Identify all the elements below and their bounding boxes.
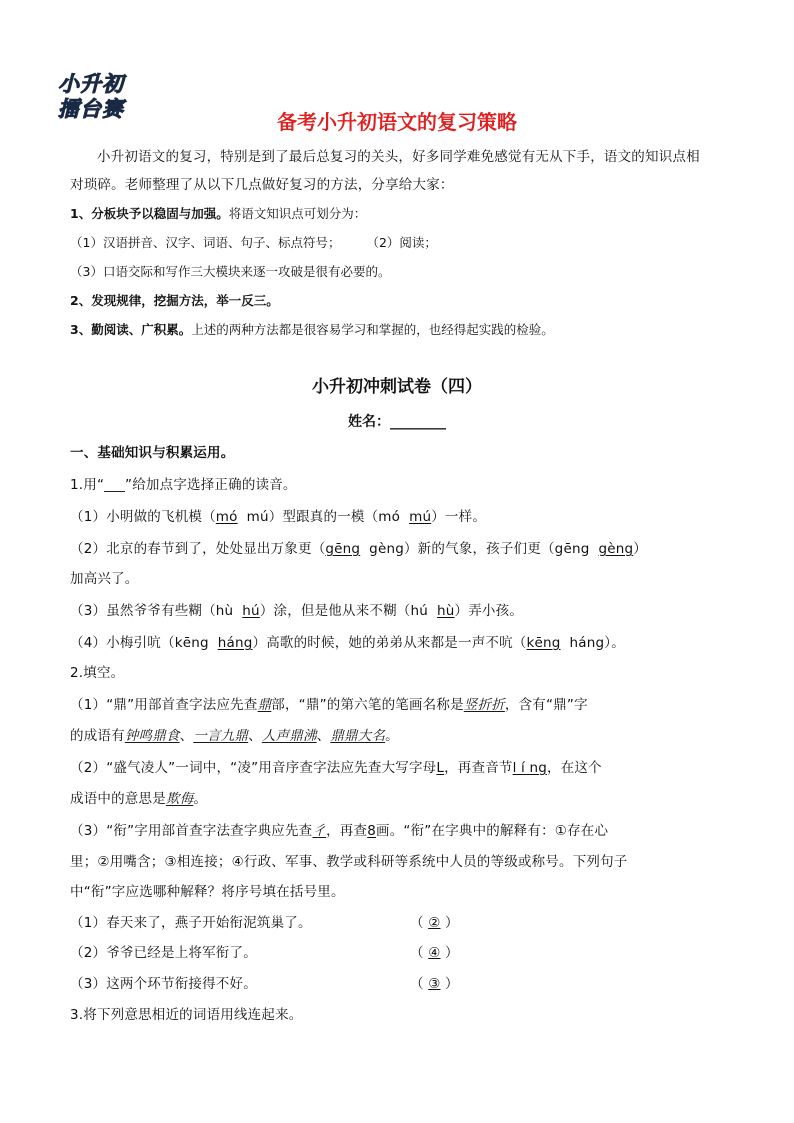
q1-line-2: [70, 537, 647, 557]
q1-l2-a: （2）北京的春节到了，处处显出万象更（: [70, 541, 326, 557]
q2-rp-1: ）: [440, 915, 459, 931]
q2-sentence-3: （3）这两个环节衔接得不好。: [70, 976, 257, 992]
strategy-sub-1: [70, 233, 437, 251]
q2-sentence-2: （2）爷爷已经是上将军衔了。: [70, 945, 257, 961]
q1-l1-b: ）型跟真的一模（mó: [268, 509, 410, 525]
q1-l3-b: ）涂，但是他从来不糊（hú: [259, 603, 438, 619]
name-label: 姓名：: [348, 414, 390, 430]
q2-answer-2-box: [410, 941, 459, 961]
q2-answer-1-box: [410, 911, 459, 931]
q2-part-3-line-2: 里；②用嘴含；③相连接；④行政、军事、教学或科研等系统中人员的等级或称号。下列句子: [70, 854, 628, 870]
logo-line-2: 擂台赛: [58, 97, 124, 121]
q2-part-1-line-2: [70, 724, 399, 744]
q2-p1-answer-stroke: 竖折折: [463, 697, 505, 713]
q1-l2-option-1[interactable]: gēng: [325, 541, 361, 557]
q1-l3-c: ）弄小孩。: [454, 603, 524, 619]
q2-p2-answer-syllable: l í ng: [512, 760, 548, 776]
q2-stem: 2.填空。: [70, 665, 125, 681]
q1-l2-b: gèng）新的气象，孩子们更（gēng: [360, 541, 599, 557]
q1-l4-a: （4）小梅引吭（kēng: [70, 635, 218, 651]
q2-p3-a: （3）“衔”字用部首查字法查字典应先查: [70, 823, 313, 839]
q2-sentence-1: （1）春天来了，燕子开始衔泥筑巢了。: [70, 915, 312, 931]
q1-l1-option-1[interactable]: mó: [215, 509, 238, 525]
q2-p2-end: 。: [193, 791, 208, 807]
q2-p1-idiom-3: 人声鼎沸: [261, 728, 317, 744]
q2-answer-1[interactable]: ②: [428, 915, 441, 931]
q2-answer-3-box: [410, 972, 459, 992]
q2-p3-answer-strokes: 8: [367, 823, 376, 839]
q2-rp-3: ）: [440, 976, 459, 992]
q2-p2-answer-meaning: 欺侮: [165, 791, 194, 807]
q2-part-3-line-1: [70, 819, 608, 839]
q2-sep-2: 、: [248, 728, 262, 744]
strategy-item-1: [70, 204, 366, 222]
q3-stem: 3.将下列意思相近的词语用线连起来。: [70, 1007, 303, 1023]
q1-stem: 1.用“___”给加点字选择正确的读音。: [70, 477, 297, 493]
logo-line-1: 小升初: [58, 72, 124, 96]
q1-l1-c: ）一样。: [431, 509, 487, 525]
q2-p3-b: ，再查: [326, 823, 368, 839]
q2-rp-2: ）: [440, 945, 459, 961]
strategy-sub-1-text: （1）汉语拼音、汉字、词语、句子、标点符号；: [70, 235, 341, 250]
q2-p2-a: （2）“盛气凌人”一词中，“凌”用音序查字法应先查大写字母: [70, 760, 437, 776]
q2-sep-3: 、: [316, 728, 331, 744]
strategy-item-3-bold: 3、勤阅读、广积累。: [70, 322, 192, 337]
q1-l4-option-2[interactable]: kēng: [526, 635, 561, 651]
q2-p1-end: 。: [385, 728, 399, 744]
q2-lp-2: （: [410, 945, 429, 961]
strategy-item-3: [70, 320, 554, 338]
strategy-intro-1: 小升初语文的复习，特别是到了最后总复习的关头，好多同学难免感觉有无从下手，语文的知识点相: [97, 149, 700, 165]
q2-lp-1: （: [410, 915, 429, 931]
strategy-item-1-rest: 将语文知识点可划分为：: [228, 206, 367, 221]
strategy-item-1-bold: 1、分板块予以稳固与加强。: [70, 206, 229, 221]
q1-l3-option-2[interactable]: hù: [437, 603, 455, 619]
q1-line-2b: 加高兴了。: [70, 571, 139, 587]
q2-p1-answer-radical: 鼎: [257, 697, 272, 713]
exam-title: 小升初冲刺试卷（四）: [312, 377, 482, 397]
q2-part-3-line-3: 中“衔”字应选哪种解释？将序号填在括号里。: [70, 884, 345, 900]
strategy-item-3-rest: 上述的两种方法都是很容易学习和掌握的，也经得起实践的检验。: [191, 322, 554, 337]
q2-p2-d: 成语中的意思是: [70, 791, 166, 807]
q2-sep-1: 、: [179, 728, 194, 744]
q1-l4-c: háng）。: [560, 635, 625, 651]
q2-answer-2[interactable]: ④: [428, 945, 441, 961]
strategy-intro-2: 对琐碎。老师整理了从以下几点做好复习的方法，分享给大家：: [70, 177, 454, 193]
strategy-title: 备考小升初语文的复习策略: [277, 110, 517, 134]
q2-p1-idiom-2: 一言九鼎: [193, 728, 249, 744]
q1-l4-b: ）高歌的时候，她的弟弟从来都是一声不吭（: [252, 635, 527, 651]
q2-lp-3: （: [410, 976, 429, 992]
q1-l4-option-1[interactable]: háng: [217, 635, 253, 651]
name-field: [0, 411, 794, 431]
q1-line-3: [70, 599, 523, 619]
q1-line-4: [70, 631, 625, 651]
q1-line-1: [70, 505, 486, 525]
q1-l1-option-3[interactable]: mú: [409, 509, 432, 525]
q2-part-2-line-1: [70, 756, 602, 776]
q2-p1-d: 的成语有: [70, 728, 125, 744]
q2-p3-c: 画。“衔”在字典中的解释有：①存在心: [376, 823, 609, 839]
q1-l1-space: [238, 509, 247, 525]
q2-part-1-line-1: [70, 693, 588, 713]
q2-p3-answer-radical: 彳: [312, 823, 327, 839]
q2-p2-b: ，再查音节: [444, 760, 513, 776]
q1-l1-option-2[interactable]: mú: [246, 509, 269, 525]
q2-p2-c: ，在这个: [547, 760, 602, 776]
q1-l3-option-1[interactable]: hú: [242, 603, 260, 619]
q1-l2-c: ）: [633, 541, 647, 557]
q2-p1-b: 部，“鼎”的第六笔的笔画名称是: [271, 697, 464, 713]
section-1-heading: 一、基础知识与积累运用。: [70, 445, 235, 461]
q2-answer-3[interactable]: ③: [428, 976, 441, 992]
q2-p1-idiom-1: 钟鸣鼎食: [124, 728, 180, 744]
name-blank[interactable]: ________: [390, 414, 446, 430]
strategy-item-2: 2、发现规律，挖掘方法，举一反三。: [70, 293, 279, 308]
q2-p2-answer-letter: L: [436, 760, 445, 776]
q1-l3-a: （3）虽然爷爷有些糊（hù: [70, 603, 243, 619]
strategy-sub-2-text: （2）阅读；: [366, 235, 437, 250]
q2-part-2-line-2: [70, 787, 207, 807]
q1-l1-a: （1）小明做的飞机模（: [70, 509, 216, 525]
q2-p1-idiom-4: 鼎鼎大名: [330, 728, 386, 744]
strategy-sub-3: （3）口语交际和写作三大模块来逐一攻破是很有必要的。: [70, 264, 391, 279]
q1-l2-option-2[interactable]: gèng: [598, 541, 634, 557]
q2-p1-a: （1）“鼎”用部首查字法应先查: [70, 697, 258, 713]
q2-p1-c: ，含有“鼎”字: [504, 697, 588, 713]
